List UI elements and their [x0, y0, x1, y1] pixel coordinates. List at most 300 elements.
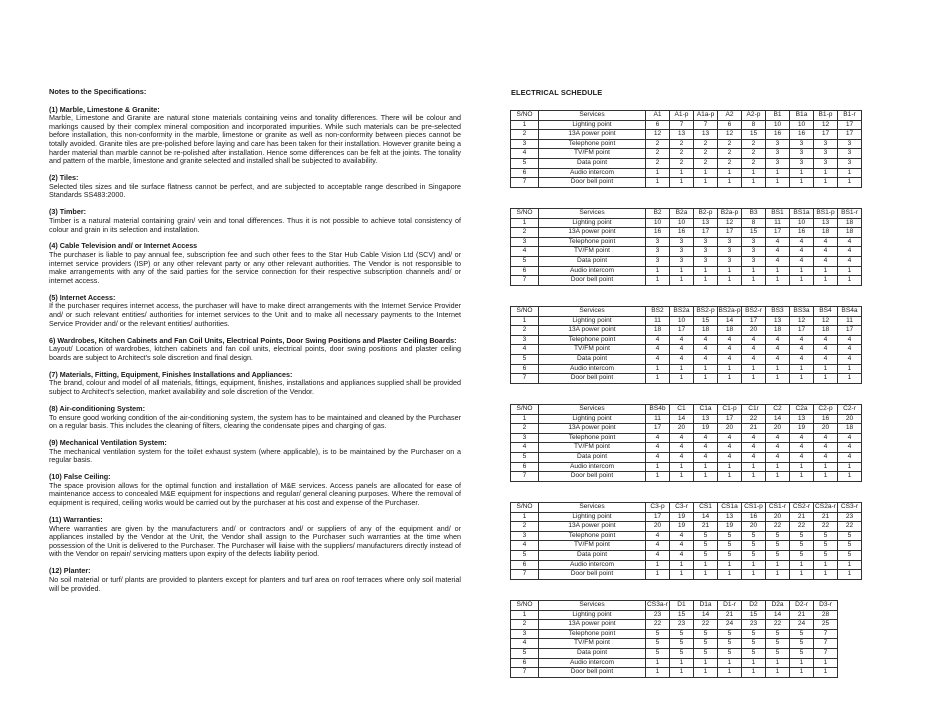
cell-sno: 4	[511, 149, 539, 159]
cell-count: 5	[718, 648, 742, 658]
cell-count: 1	[742, 168, 766, 178]
cell-count: 22	[742, 414, 766, 424]
cell-count: 2	[670, 158, 694, 168]
note-item	[49, 473, 461, 507]
cell-count: 2	[646, 149, 670, 159]
cell-count: 2	[694, 139, 718, 149]
cell-count: 4	[718, 354, 742, 364]
cell-service-name: Audio intercom	[539, 462, 646, 472]
table-row	[511, 228, 862, 238]
cell-count: 5	[718, 531, 742, 541]
note-item	[49, 405, 461, 431]
electrical-schedule	[511, 88, 602, 97]
table-row	[511, 139, 862, 149]
cell-count: 17	[670, 326, 694, 336]
cell-count: 5	[646, 648, 670, 658]
cell-count: 3	[718, 247, 742, 257]
cell-count: 4	[646, 531, 670, 541]
note-body: Where warranties are given by the manufacturers and/ or contractors and/ or suppliers of any of the equipment and/ or appliances installed by the Vendor at the Unit, the Vendor shall assign to the Purchaser such warranties at the time when possession of the Unit is delivered to the Purchaser. The Purchaser will liaise with the suppliers/ manufacturers directly instead of with the Vendor on repair/ servicing matters upon expiry of the defects liability period.	[49, 523, 461, 559]
cell-count: 1	[646, 472, 670, 482]
cell-count: 1	[790, 658, 814, 668]
cell-count: 1	[670, 560, 694, 570]
note-body: Selected tiles sizes and tile surface flatness cannot be perfect, and are subjected to acceptable range described in Singapore Standards SS483:2000.	[49, 181, 461, 200]
cell-count: 1	[694, 668, 718, 678]
header-sno: S/NO	[511, 503, 539, 513]
note-body: To ensure good working condition of the air-conditioning system, the system has to be maintained and cleaned by the Purchaser on a regular basis. This includes the cleaning of filters, clearing the condensate pipes and charging of gas.	[49, 412, 461, 431]
cell-count: 1	[742, 658, 766, 668]
cell-count: 4	[646, 550, 670, 560]
cell-count: 17	[790, 326, 814, 336]
cell-count: 20	[646, 522, 670, 532]
header-unit-type: BS2	[646, 307, 670, 317]
cell-count: 1	[718, 178, 742, 188]
table-row	[511, 639, 838, 649]
cell-count: 21	[694, 522, 718, 532]
cell-sno: 7	[511, 276, 539, 286]
cell-sno: 5	[511, 158, 539, 168]
cell-count: 22	[790, 522, 814, 532]
cell-service-name: Lighting point	[539, 414, 646, 424]
cell-count: 2	[694, 149, 718, 159]
cell-count: 1	[814, 570, 838, 580]
cell-count: 1	[790, 462, 814, 472]
note-heading: (10) False Ceiling:	[49, 472, 111, 482]
cell-count: 5	[790, 531, 814, 541]
cell-count: 4	[766, 237, 790, 247]
table-header-row	[511, 209, 862, 219]
cell-count: 1	[718, 266, 742, 276]
cell-count: 2	[718, 139, 742, 149]
cell-count: 17	[838, 130, 862, 140]
cell-count: 5	[742, 531, 766, 541]
cell-sno: 6	[511, 266, 539, 276]
cell-count: 4	[742, 443, 766, 453]
cell-count: 4	[790, 452, 814, 462]
cell-sno: 6	[511, 462, 539, 472]
cell-count: 5	[790, 629, 814, 639]
cell-service-name: Lighting point	[539, 218, 646, 228]
cell-count: 12	[814, 316, 838, 326]
cell-sno: 3	[511, 433, 539, 443]
cell-count: 1	[814, 374, 838, 384]
header-unit-type: BS4a	[838, 307, 862, 317]
cell-count: 4	[670, 433, 694, 443]
table-row	[511, 158, 862, 168]
header-unit-type: BS4	[814, 307, 838, 317]
table-row	[511, 364, 862, 374]
cell-count: 19	[670, 512, 694, 522]
cell-count: 28	[814, 610, 838, 620]
cell-count: 13	[814, 218, 838, 228]
cell-count: 1	[766, 658, 790, 668]
cell-sno: 6	[511, 364, 539, 374]
cell-count: 1	[694, 374, 718, 384]
cell-count: 20	[742, 522, 766, 532]
cell-count: 1	[790, 374, 814, 384]
cell-count: 4	[766, 335, 790, 345]
cell-service-name: Data point	[539, 256, 646, 266]
header-sno: S/NO	[511, 111, 539, 121]
cell-count: 1	[838, 178, 862, 188]
cell-sno: 3	[511, 335, 539, 345]
cell-count: 1	[646, 168, 670, 178]
cell-count: 1	[694, 364, 718, 374]
cell-count: 1	[838, 374, 862, 384]
table-row	[511, 276, 862, 286]
table-row	[511, 658, 838, 668]
header-unit-type: BS1-r	[838, 209, 862, 219]
cell-count: 4	[646, 345, 670, 355]
cell-count: 1	[670, 364, 694, 374]
cell-count: 7	[814, 629, 838, 639]
cell-count: 11	[646, 316, 670, 326]
cell-count: 3	[694, 237, 718, 247]
cell-count: 5	[694, 629, 718, 639]
cell-count: 18	[646, 326, 670, 336]
cell-count: 7	[670, 120, 694, 130]
header-unit-type: B1	[766, 111, 790, 121]
cell-count: 4	[694, 354, 718, 364]
cell-count: 3	[742, 237, 766, 247]
cell-count: 1	[790, 168, 814, 178]
cell-count: 4	[742, 345, 766, 355]
cell-count: 4	[646, 354, 670, 364]
header-unit-type: BS3	[766, 307, 790, 317]
cell-count: 1	[718, 570, 742, 580]
cell-count: 1	[742, 178, 766, 188]
note-heading: (4) Cable Television and/ or Internet Access	[49, 241, 198, 251]
cell-count: 24	[790, 620, 814, 630]
cell-count: 20	[718, 424, 742, 434]
header-unit-type: A1a-p	[694, 111, 718, 121]
cell-count: 4	[694, 443, 718, 453]
cell-count: 5	[790, 648, 814, 658]
cell-count: 4	[766, 452, 790, 462]
cell-count: 1	[766, 266, 790, 276]
cell-count: 4	[718, 452, 742, 462]
cell-count: 5	[766, 541, 790, 551]
header-unit-type: B3	[742, 209, 766, 219]
cell-count: 4	[838, 247, 862, 257]
header-unit-type: BS2-p	[694, 307, 718, 317]
cell-count: 5	[718, 629, 742, 639]
cell-count: 1	[790, 178, 814, 188]
cell-count: 1	[718, 560, 742, 570]
cell-count: 4	[790, 443, 814, 453]
cell-sno: 1	[511, 316, 539, 326]
cell-service-name: Door bell point	[539, 472, 646, 482]
cell-count: 4	[790, 237, 814, 247]
cell-count: 1	[718, 668, 742, 678]
note-heading: (7) Materials, Fitting, Equipment, Finishes Installations and Appliances:	[49, 369, 293, 379]
cell-count: 2	[694, 158, 718, 168]
cell-count: 1	[742, 364, 766, 374]
note-heading: (9) Mechanical Ventilation System:	[49, 438, 167, 448]
cell-count: 16	[814, 414, 838, 424]
note-heading: 6) Wardrobes, Kitchen Cabinets and Fan Coil Units, Electrical Points, Door Swing Positions and Plaster Ceiling Boards:	[49, 335, 457, 345]
cell-count: 1	[694, 570, 718, 580]
cell-service-name: TV/FM point	[539, 149, 646, 159]
cell-count: 5	[670, 648, 694, 658]
cell-count: 19	[718, 522, 742, 532]
cell-count: 4	[694, 335, 718, 345]
cell-sno: 4	[511, 639, 539, 649]
cell-count: 5	[766, 648, 790, 658]
header-services: Services	[539, 111, 646, 121]
header-unit-type: C2	[766, 405, 790, 415]
cell-count: 13	[694, 130, 718, 140]
cell-count: 13	[670, 130, 694, 140]
cell-count: 17	[694, 228, 718, 238]
header-unit-type: CS3-r	[838, 503, 862, 513]
cell-service-name: Telephone point	[539, 335, 646, 345]
cell-count: 4	[838, 335, 862, 345]
cell-count: 11	[838, 316, 862, 326]
schedule-table	[510, 600, 838, 678]
cell-count: 1	[814, 472, 838, 482]
cell-count: 1	[646, 570, 670, 580]
cell-count: 1	[742, 560, 766, 570]
cell-service-name: Telephone point	[539, 139, 646, 149]
cell-count: 1	[790, 560, 814, 570]
header-unit-type: D1a	[694, 601, 718, 611]
cell-count: 1	[766, 374, 790, 384]
header-unit-type: BS1	[766, 209, 790, 219]
cell-sno: 2	[511, 130, 539, 140]
cell-count: 1	[646, 658, 670, 668]
cell-count: 22	[838, 522, 862, 532]
cell-sno: 1	[511, 218, 539, 228]
header-unit-type: C2a	[790, 405, 814, 415]
cell-service-name: Door bell point	[539, 668, 646, 678]
cell-count: 5	[814, 531, 838, 541]
cell-count: 13	[694, 218, 718, 228]
cell-count: 4	[838, 433, 862, 443]
cell-sno: 1	[511, 120, 539, 130]
cell-count: 2	[646, 158, 670, 168]
note-item	[49, 294, 461, 328]
cell-count: 5	[838, 541, 862, 551]
cell-count: 10	[766, 120, 790, 130]
cell-service-name: Data point	[539, 648, 646, 658]
cell-sno: 6	[511, 658, 539, 668]
cell-count: 17	[838, 120, 862, 130]
cell-count: 1	[766, 364, 790, 374]
cell-count: 4	[838, 345, 862, 355]
table-row	[511, 374, 862, 384]
note-heading: (11) Warranties:	[49, 515, 103, 525]
cell-count: 5	[718, 541, 742, 551]
note-item	[49, 242, 461, 285]
table-row	[511, 620, 838, 630]
header-unit-type: CS3a-r	[646, 601, 670, 611]
cell-count: 11	[766, 218, 790, 228]
header-services: Services	[539, 209, 646, 219]
cell-service-name: Lighting point	[539, 512, 646, 522]
table-row	[511, 326, 862, 336]
cell-count: 22	[694, 620, 718, 630]
header-unit-type: D1	[670, 601, 694, 611]
cell-service-name: Audio intercom	[539, 364, 646, 374]
header-unit-type: B2-p	[694, 209, 718, 219]
cell-count: 3	[814, 158, 838, 168]
cell-count: 4	[814, 247, 838, 257]
cell-sno: 3	[511, 629, 539, 639]
cell-service-name: TV/FM point	[539, 247, 646, 257]
cell-service-name: 13A power point	[539, 522, 646, 532]
cell-service-name: Door bell point	[539, 374, 646, 384]
table-row	[511, 472, 862, 482]
cell-count: 1	[766, 570, 790, 580]
cell-count: 15	[742, 610, 766, 620]
cell-count: 3	[790, 158, 814, 168]
table-row	[511, 266, 862, 276]
cell-sno: 3	[511, 139, 539, 149]
header-unit-type: CS2-r	[790, 503, 814, 513]
cell-sno: 7	[511, 178, 539, 188]
cell-sno: 6	[511, 168, 539, 178]
table-row	[511, 668, 838, 678]
cell-count: 2	[670, 149, 694, 159]
cell-count: 21	[718, 610, 742, 620]
cell-sno: 4	[511, 345, 539, 355]
cell-count: 10	[670, 316, 694, 326]
cell-count: 1	[790, 276, 814, 286]
cell-count: 3	[646, 237, 670, 247]
table-row	[511, 130, 862, 140]
header-unit-type: C3-r	[670, 503, 694, 513]
cell-count: 4	[670, 443, 694, 453]
table-row	[511, 629, 838, 639]
cell-count: 5	[766, 531, 790, 541]
table-row	[511, 462, 862, 472]
header-unit-type: CS1-r	[766, 503, 790, 513]
note-item	[49, 371, 461, 397]
cell-count: 21	[742, 424, 766, 434]
header-unit-type: D3-r	[814, 601, 838, 611]
header-services: Services	[539, 503, 646, 513]
schedule-table	[510, 306, 862, 384]
cell-count: 3	[694, 256, 718, 266]
schedule-table	[510, 110, 862, 188]
cell-count: 16	[670, 228, 694, 238]
cell-count: 1	[718, 462, 742, 472]
cell-count: 16	[646, 228, 670, 238]
note-body: Timber is a natural material containing grain/ vein and tonal differences. Thus it is not possible to achieve total consistency of colour and grain in its selection and installation.	[49, 215, 461, 234]
note-item	[49, 337, 461, 363]
cell-count: 2	[742, 149, 766, 159]
header-unit-type: BS2a	[670, 307, 694, 317]
cell-count: 1	[742, 374, 766, 384]
note-body: The brand, colour and model of all materials, fittings, equipment, finishes, installations and appliances supplied shall be provided subject to Architect's selection, market availability and sole discretion of the Vendor.	[49, 378, 461, 396]
cell-count: 21	[790, 512, 814, 522]
schedule-table	[510, 208, 862, 286]
cell-count: 1	[766, 668, 790, 678]
cell-sno: 7	[511, 570, 539, 580]
cell-count: 4	[670, 550, 694, 560]
cell-count: 11	[646, 414, 670, 424]
cell-count: 5	[694, 541, 718, 551]
cell-count: 8	[742, 120, 766, 130]
cell-count: 2	[718, 149, 742, 159]
cell-service-name: Door bell point	[539, 178, 646, 188]
specification-notes	[49, 88, 461, 602]
cell-count: 4	[742, 433, 766, 443]
cell-count: 5	[766, 629, 790, 639]
cell-service-name: Audio intercom	[539, 266, 646, 276]
cell-count: 3	[694, 247, 718, 257]
cell-count: 13	[766, 316, 790, 326]
cell-count: 1	[814, 658, 838, 668]
note-item	[49, 174, 461, 200]
cell-count: 1	[694, 462, 718, 472]
cell-count: 4	[766, 345, 790, 355]
cell-count: 1	[790, 570, 814, 580]
cell-sno: 5	[511, 354, 539, 364]
cell-count: 1	[814, 168, 838, 178]
cell-sno: 2	[511, 620, 539, 630]
header-unit-type: C3-p	[646, 503, 670, 513]
cell-sno: 5	[511, 550, 539, 560]
header-unit-type: D2a	[766, 601, 790, 611]
cell-count: 1	[694, 560, 718, 570]
cell-count: 1	[766, 560, 790, 570]
cell-count: 1	[646, 364, 670, 374]
cell-count: 3	[766, 139, 790, 149]
cell-count: 15	[742, 228, 766, 238]
table-row	[511, 541, 862, 551]
table-row	[511, 522, 862, 532]
cell-count: 1	[694, 178, 718, 188]
cell-count: 5	[670, 639, 694, 649]
note-item	[49, 567, 461, 593]
table-row	[511, 120, 862, 130]
cell-count: 4	[814, 345, 838, 355]
cell-count: 3	[742, 247, 766, 257]
header-unit-type: C2-r	[838, 405, 862, 415]
cell-count: 1	[718, 472, 742, 482]
cell-count: 4	[814, 354, 838, 364]
cell-count: 1	[766, 178, 790, 188]
cell-service-name: Audio intercom	[539, 168, 646, 178]
cell-count: 1	[694, 266, 718, 276]
table-row	[511, 168, 862, 178]
cell-service-name: Telephone point	[539, 629, 646, 639]
cell-count: 23	[838, 512, 862, 522]
cell-count: 1	[646, 178, 670, 188]
cell-count: 8	[742, 218, 766, 228]
cell-count: 10	[670, 218, 694, 228]
cell-count: 4	[670, 531, 694, 541]
cell-count: 5	[766, 639, 790, 649]
cell-count: 2	[742, 139, 766, 149]
header-unit-type: CS1-p	[742, 503, 766, 513]
cell-count: 13	[718, 512, 742, 522]
cell-service-name: Data point	[539, 354, 646, 364]
cell-count: 7	[814, 648, 838, 658]
cell-count: 3	[838, 149, 862, 159]
cell-count: 25	[814, 620, 838, 630]
cell-count: 18	[718, 326, 742, 336]
cell-count: 6	[646, 120, 670, 130]
table-header-row	[511, 503, 862, 513]
cell-count: 12	[718, 130, 742, 140]
cell-count: 15	[670, 610, 694, 620]
cell-count: 1	[718, 364, 742, 374]
table-row	[511, 424, 862, 434]
cell-count: 5	[646, 629, 670, 639]
cell-service-name: Lighting point	[539, 316, 646, 326]
